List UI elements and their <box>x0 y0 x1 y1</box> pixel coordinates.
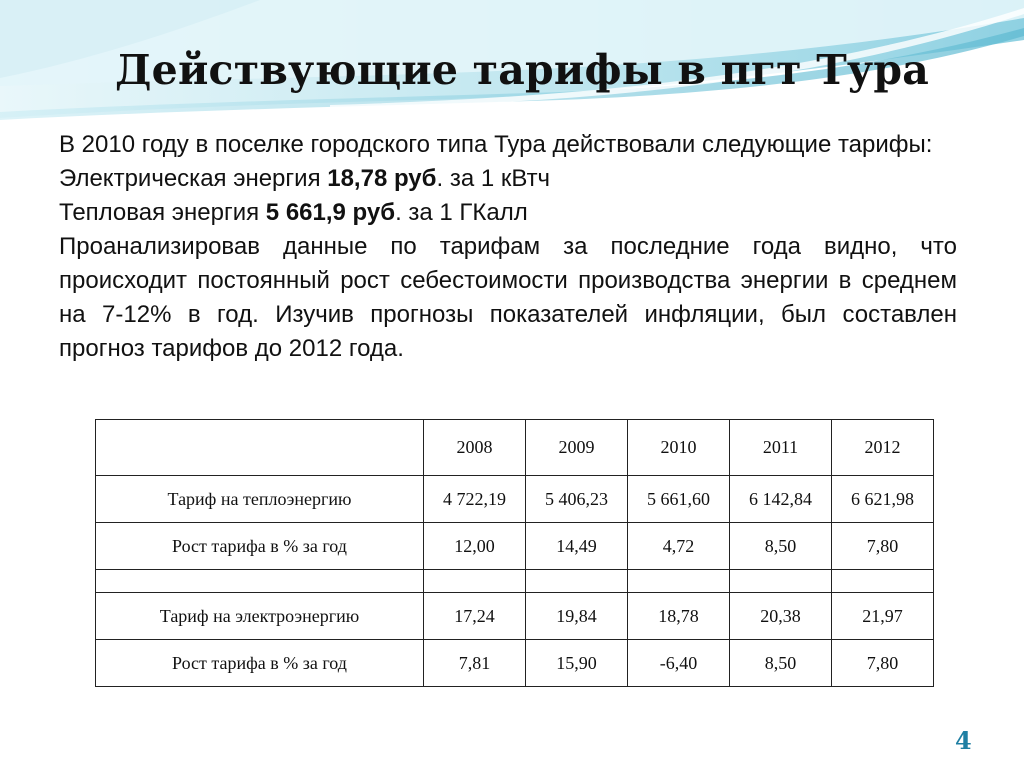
table-cell <box>424 570 526 593</box>
table-row-spacer <box>96 570 934 593</box>
table-cell: 5 406,23 <box>526 476 628 523</box>
year-header: 2009 <box>526 420 628 476</box>
table-cell: 6 142,84 <box>730 476 832 523</box>
table-cell: 7,81 <box>424 640 526 687</box>
table-cell <box>628 570 730 593</box>
analysis-paragraph: Проанализировав данные по тарифам за последние года видно, что происходит постоянный рост себестоимости производства энергии в среднем на 7-12% в год. Изучив прогнозы показателей инфляции, был составлен прогноз тарифов до 2012 года. <box>59 233 957 362</box>
table-cell <box>730 570 832 593</box>
table-cell: 21,97 <box>832 593 934 640</box>
table-cell: 17,24 <box>424 593 526 640</box>
table-row-heat-growth <box>96 523 934 570</box>
heat-value: 5 661,9 руб <box>265 199 396 226</box>
intro-paragraph: В 2010 году в поселке городского типа Тура действовали следующие тарифы: <box>59 131 933 158</box>
table-cell: 6 621,98 <box>832 476 934 523</box>
table-row-electric-tariff <box>96 593 934 640</box>
heat-label: Тепловая энергия <box>59 199 266 226</box>
table-cell: 4,72 <box>628 523 730 570</box>
table-row-heat-tariff <box>96 476 934 523</box>
table-cell: 5 661,60 <box>628 476 730 523</box>
table-cell: 7,80 <box>832 523 934 570</box>
electric-unit: . за 1 кВтч <box>436 165 551 192</box>
year-header: 2011 <box>730 420 832 476</box>
table-cell: 18,78 <box>628 593 730 640</box>
row-label: Тариф на теплоэнергию <box>96 476 424 523</box>
table-cell: 8,50 <box>730 523 832 570</box>
tariff-table <box>95 419 934 687</box>
page-number: 4 <box>955 726 972 755</box>
year-header: 2012 <box>832 420 934 476</box>
heat-tariff-line <box>59 196 957 230</box>
header-empty-cell <box>96 420 424 476</box>
table-cell: 19,84 <box>526 593 628 640</box>
table-cell: 15,90 <box>526 640 628 687</box>
table-cell: 7,80 <box>832 640 934 687</box>
table-row-electric-growth <box>96 640 934 687</box>
table-cell: 14,49 <box>526 523 628 570</box>
table-cell: -6,40 <box>628 640 730 687</box>
electric-tariff-line <box>59 162 957 196</box>
row-label: Рост тарифа в % за год <box>96 523 424 570</box>
year-header: 2008 <box>424 420 526 476</box>
table-cell: 4 722,19 <box>424 476 526 523</box>
table-cell: 20,38 <box>730 593 832 640</box>
table-cell: 8,50 <box>730 640 832 687</box>
body-text <box>59 128 957 366</box>
year-header: 2010 <box>628 420 730 476</box>
table-cell <box>832 570 934 593</box>
row-label <box>96 570 424 593</box>
heat-unit: . за 1 ГКалл <box>395 199 528 226</box>
row-label: Рост тарифа в % за год <box>96 640 424 687</box>
table-cell <box>526 570 628 593</box>
row-label: Тариф на электроэнергию <box>96 593 424 640</box>
electric-label: Электрическая энергия <box>59 165 328 192</box>
electric-value: 18,78 руб <box>327 165 437 192</box>
table-header-row <box>96 420 934 476</box>
slide-title: Действующие тарифы в пгт Тура <box>115 46 929 94</box>
table-cell: 12,00 <box>424 523 526 570</box>
tariff-table-container <box>95 419 934 687</box>
